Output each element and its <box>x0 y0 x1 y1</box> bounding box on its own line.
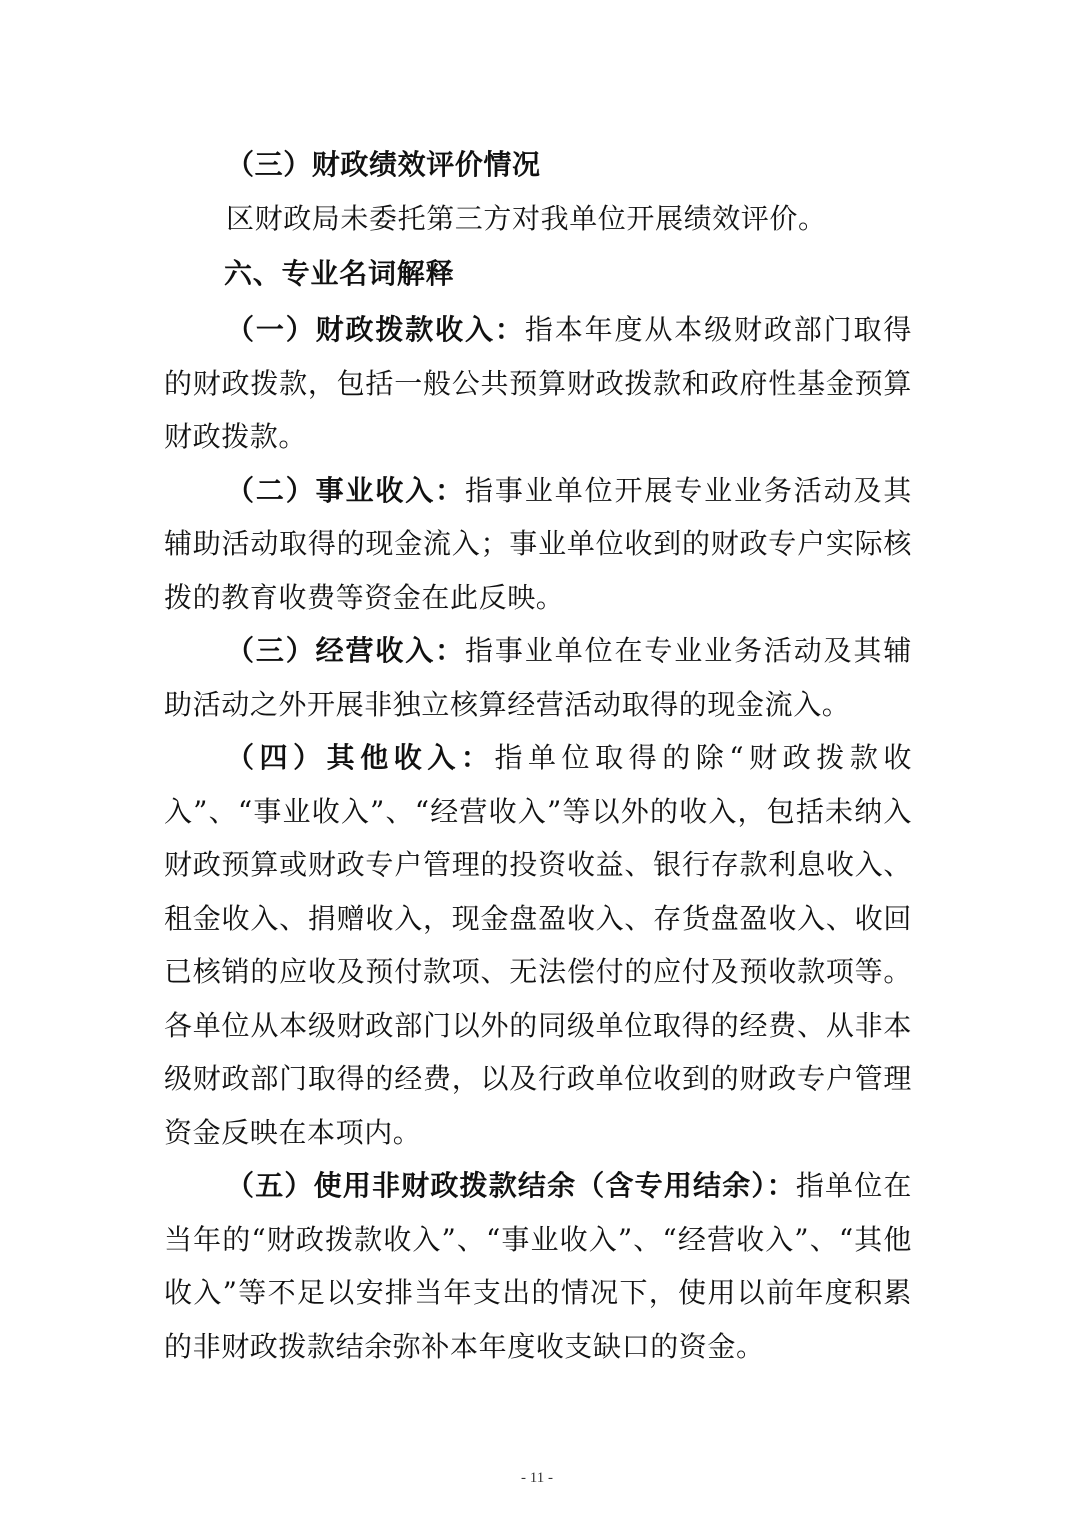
definition-term: （一）财政拨款收入： <box>226 313 525 346</box>
definition-text: 指单位取得的除“财政拨款收入”、“事业收入”、“经营收入”等以外的收入，包括未纳入财政预算或财政专户管理的投资收益、银行存款利息收入、租金收入、捐赠收入，现金盘盈收入、存货盘盈收入、收回已核销的应收及预付款项、无法偿付的应付及预收款项等。各单位从本级财政部门以外的同级单位取得的经费、从非本级财政部门取得的经费，以及行政单位收到的财政专户管理资金反映在本项内。 <box>164 741 912 1149</box>
definition-text: 指本年度从本级财政部门取得的财政拨款，包括一般公共预算财政拨款和政府性基金预算财政拨款。 <box>164 313 912 453</box>
definition-term: （三）经营收入： <box>226 634 466 667</box>
definition-term: （四）其他收入： <box>226 741 495 774</box>
page-number: - 11 - <box>521 1470 553 1486</box>
terms-section-heading: 六、专业名词解释 <box>224 257 455 290</box>
performance-evaluation-text: 区财政局未委托第三方对我单位开展绩效评价。 <box>226 201 827 235</box>
definition-other-income <box>164 731 912 1159</box>
performance-evaluation-heading: （三）财政绩效评价情况 <box>226 148 541 181</box>
definition-business-income <box>164 464 912 625</box>
definition-non-fiscal-surplus <box>164 1159 912 1373</box>
definition-term: （五）使用非财政拨款结余（含专用结余）： <box>226 1169 796 1202</box>
document-body <box>164 138 912 1373</box>
definition-operating-income <box>164 624 912 731</box>
definition-text: 指事业单位开展专业业务活动及其辅助活动取得的现金流入；事业单位收到的财政专户实际核拨的教育收费等资金在此反映。 <box>164 473 912 614</box>
definition-term: （二）事业收入： <box>226 473 466 507</box>
definition-text: 指事业单位在专业业务活动及其辅助活动之外开展非独立核算经营活动取得的现金流入。 <box>164 634 912 721</box>
definition-fiscal-appropriation <box>164 303 912 464</box>
definition-text: 指单位在当年的“财政拨款收入”、“事业收入”、“经营收入”、“其他收入”等不足以安排当年支出的情况下，使用以前年度积累的非财政拨款结余弥补本年度收支缺口的资金。 <box>164 1169 912 1363</box>
